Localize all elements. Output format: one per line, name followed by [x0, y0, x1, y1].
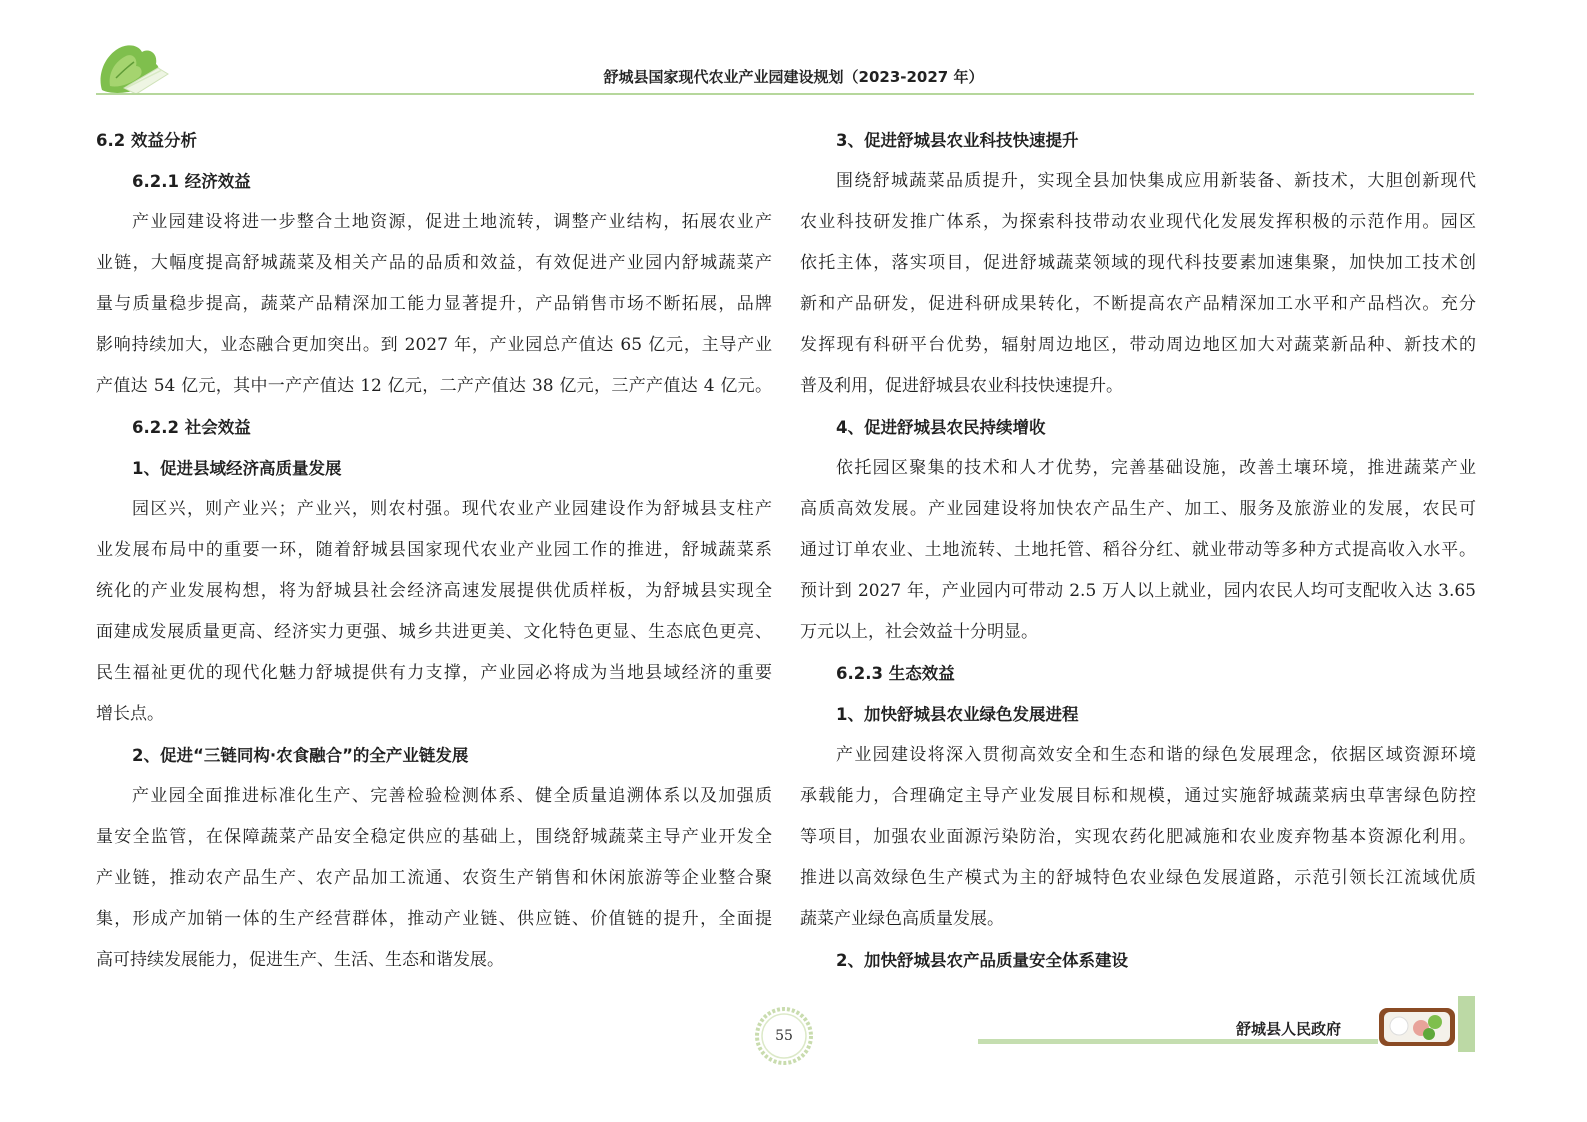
paragraph-line: 增长点。: [96, 704, 164, 724]
section-heading: 6.2.1 经济效益: [132, 172, 251, 191]
paragraph-line: 高质高效发展。产业园建设将加快农产品生产、加工、服务及旅游业的发展，农民可: [800, 499, 1476, 519]
footer-divider: [978, 1039, 1378, 1044]
paragraph-line: 业链，大幅度提高舒城蔬菜及相关产品的品质和效益，有效促进产业园内舒城蔬菜产: [96, 253, 772, 273]
right-text-column: [800, 120, 1476, 981]
paragraph-line: 依托主体，落实项目，促进舒城蔬菜领域的现代科技要素加速集聚，加快加工技术创: [800, 253, 1476, 273]
footer-organization: 舒城县人民政府: [1236, 1020, 1342, 1038]
paragraph-line: 推进以高效绿色生产模式为主的舒城特色农业绿色发展道路，示范引领长江流域优质: [800, 868, 1476, 888]
paragraph-line: 量安全监管，在保障蔬菜产品安全稳定供应的基础上，围绕舒城蔬菜主导产业开发全: [96, 827, 772, 847]
paragraph-line: 等项目，加强农业面源污染防治，实现农药化肥减施和农业废弃物基本资源化利用。: [800, 827, 1476, 847]
section-heading: 6.2.2 社会效益: [132, 418, 251, 437]
paragraph-line: 预计到 2027 年，产业园内可带动 2.5 万人以上就业，园内农民人均可支配收入达 3.65: [800, 581, 1476, 601]
section-heading: 1、加快舒城县农业绿色发展进程: [836, 705, 1079, 724]
paragraph-line: 集，形成产加销一体的生产经营群体，推动产业链、供应链、价值链的提升，全面提: [96, 909, 772, 929]
footer-accent-bar: [1458, 996, 1475, 1052]
paragraph-line: 产业园建设将深入贯彻高效安全和生态和谐的绿色发展理念，依据区域资源环境: [836, 745, 1476, 765]
paragraph-line: 通过订单农业、土地流转、土地托管、稻谷分红、就业带动等多种方式提高收入水平。: [800, 540, 1476, 560]
document-title: 舒城县国家现代农业产业园建设规划（2023-2027 年）: [603, 68, 984, 86]
paragraph-line: 民生福祉更优的现代化魅力舒城提供有力支撑，产业园必将成为当地县域经济的重要: [96, 663, 772, 683]
section-heading: 4、促进舒城县农民持续增收: [836, 418, 1046, 437]
section-heading: 1、促进县域经济高质量发展: [132, 459, 342, 478]
page-number: 55: [775, 1028, 793, 1044]
left-text-column: [96, 120, 772, 981]
paragraph-line: 量与质量稳步提高，蔬菜产品精深加工能力显著提升，产品销售市场不断拓展，品牌: [96, 294, 772, 314]
section-heading: 2、促进“三链同构·农食融合”的全产业链发展: [132, 746, 469, 765]
paragraph-line: 影响持续加大，业态融合更加突出。到 2027 年，产业园总产值达 65 亿元，主导产业: [96, 335, 772, 355]
paragraph-line: 农业科技研发推广体系，为探索科技带动农业现代化发展发挥积极的示范作用。园区: [800, 212, 1476, 232]
paragraph-line: 产业园全面推进标准化生产、完善检验检测体系、健全质量追溯体系以及加强质: [132, 786, 772, 806]
paragraph-line: 统化的产业发展构想，将为舒城县社会经济高速发展提供优质样板，为舒城县实现全: [96, 581, 772, 601]
paragraph-line: 万元以上，社会效益十分明显。: [800, 622, 1038, 642]
section-heading: 2、加快舒城县农产品质量安全体系建设: [836, 951, 1128, 970]
section-heading: 3、促进舒城县农业科技快速提升: [836, 131, 1079, 150]
paragraph-line: 承载能力，合理确定主导产业发展目标和规模，通过实施舒城蔬菜病虫草害绿色防控: [800, 786, 1476, 806]
paragraph-line: 发挥现有科研平台优势，辐射周边地区，带动周边地区加大对蔬菜新品种、新技术的: [800, 335, 1476, 355]
paragraph-line: 面建成发展质量更高、经济实力更强、城乡共进更美、文化特色更显、生态底色更亮、: [96, 622, 772, 642]
section-heading: 6.2.3 生态效益: [836, 664, 955, 683]
paragraph-line: 业发展布局中的重要一环，随着舒城县国家现代农业产业园工作的推进，舒城蔬菜系: [96, 540, 772, 560]
paragraph-line: 高可持续发展能力，促进生产、生活、生态和谐发展。: [96, 950, 504, 970]
paragraph-line: 依托园区聚集的技术和人才优势，完善基础设施，改善土壤环境，推进蔬菜产业: [836, 458, 1476, 478]
paragraph-line: 普及利用，促进舒城县农业科技快速提升。: [800, 376, 1123, 396]
paragraph-line: 新和产品研发，促进科研成果转化，不断提高农产品精深加工水平和产品档次。充分: [800, 294, 1476, 314]
paragraph-line: 围绕舒城蔬菜品质提升，实现全县加快集成应用新装备、新技术，大胆创新现代: [836, 171, 1476, 191]
header-divider: [96, 93, 1474, 95]
paragraph-line: 产业链，推动农产品生产、农产品加工流通、农资生产销售和休闲旅游等企业整合聚: [96, 868, 772, 888]
paragraph-line: 园区兴，则产业兴；产业兴，则农村强。现代农业产业园建设作为舒城县支柱产: [132, 499, 772, 519]
paragraph-line: 产业园建设将进一步整合土地资源，促进土地流转，调整产业结构，拓展农业产: [132, 212, 772, 232]
paragraph-line: 蔬菜产业绿色高质量发展。: [800, 909, 1004, 929]
paragraph-line: 产值达 54 亿元，其中一产产值达 12 亿元，二产产值达 38 亿元，三产产值达 4 亿元。: [96, 376, 772, 396]
vegetable-tray-icon: [1377, 1004, 1457, 1050]
section-heading: 6.2 效益分析: [96, 131, 197, 150]
